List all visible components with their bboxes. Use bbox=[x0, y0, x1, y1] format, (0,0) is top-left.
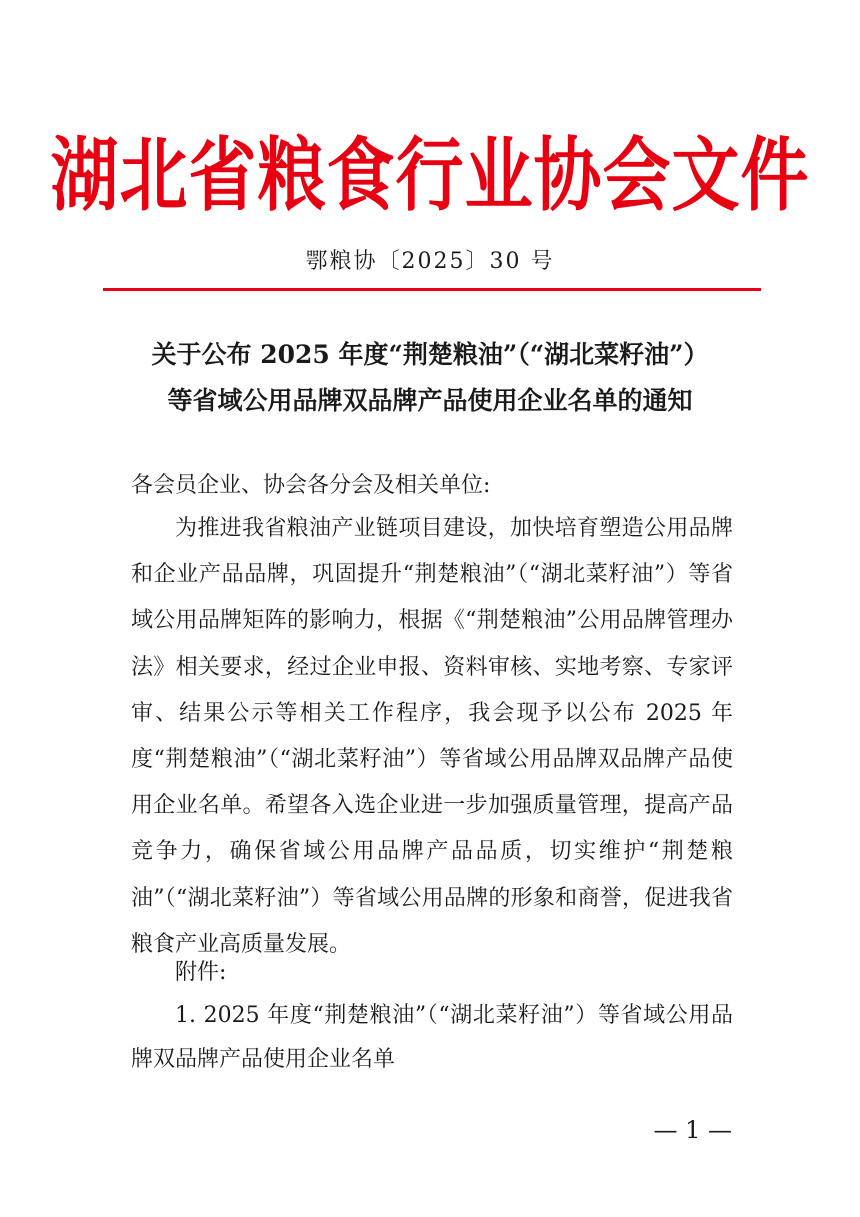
attachment-label: 附件: bbox=[175, 960, 227, 985]
notice-title-line-2: 等省域公用品牌双品牌产品使用企业名单的通知 bbox=[167, 386, 693, 415]
attachment-item: 1. 2025 年度“荆楚粮油”（“湖北菜籽油”）等省域公用品牌双品牌产品使用企业名单 bbox=[131, 1003, 733, 1072]
notice-title-line-1: 关于公布 2025 年度“荆楚粮油”（“湖北菜籽油”） bbox=[151, 340, 709, 369]
page-number: — 1 — bbox=[653, 1116, 732, 1144]
document-number: 鄂粮协〔2025〕30 号 bbox=[305, 249, 555, 274]
salutation: 各会员企业、协会各分会及相关单位: bbox=[131, 473, 491, 498]
body-paragraph: 为推进我省粮油产业链项目建设，加快培育塑造公用品牌和企业产品品牌，巩固提升“荆楚粮油”（“湖北菜籽油”）等省域公用品牌矩阵的影响力，根据《“荆楚粮油”公用品牌管理办法》相关要求，经过企业申报、资料审核、实地考察、专家评审、结果公示等相关工作程序，我会现予以公布 2025 年度“荆楚粮油”（“湖北菜籽油”）等省域公用品牌双品牌产品使用企业名单。希望各入选企业进一步加强质量管理，提高产品竞争力，确保省域公用品牌产品品质，切实维护“荆楚粮油”（“湖北菜籽油”）等省域公用品牌的形象和商誉，促进我省粮食产业高质量发展。 bbox=[131, 516, 733, 957]
red-separator-line bbox=[103, 288, 761, 291]
notice-title bbox=[0, 332, 860, 424]
issuing-organization-title: 湖北省粮食行业协会文件 bbox=[50, 129, 810, 224]
